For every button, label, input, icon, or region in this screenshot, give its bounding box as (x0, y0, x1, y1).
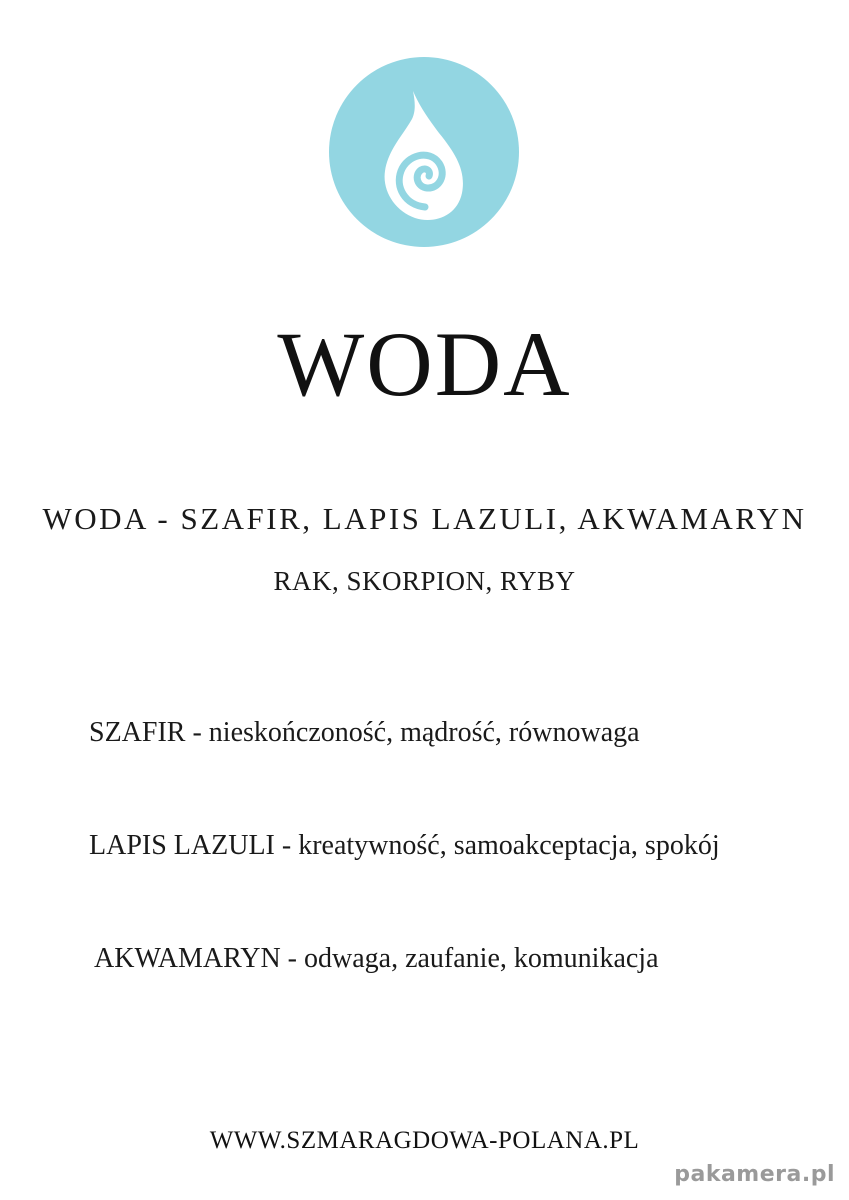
stone-description-szafir: SZAFIR - nieskończoność, mądrość, równowaga (89, 717, 640, 748)
page-title: WODA (277, 313, 572, 415)
water-drop-spiral-icon (329, 57, 519, 247)
website-url: WWW.SZMARAGDOWA-POLANA.PL (209, 1127, 640, 1154)
element-stones-subtitle: WODA - SZAFIR, LAPIS LAZULI, AKWAMARYN (42, 501, 807, 536)
stone-description-akwamaryn: AKWAMARYN - odwaga, zaufanie, komunikacja (94, 943, 659, 974)
water-element-logo (329, 57, 519, 247)
watermark: pakamera.pl (674, 1162, 835, 1187)
stone-description-lapis-lazuli: LAPIS LAZULI - kreatywność, samoakceptacja, spokój (89, 830, 720, 861)
zodiac-signs: RAK, SKORPION, RYBY (273, 566, 576, 596)
